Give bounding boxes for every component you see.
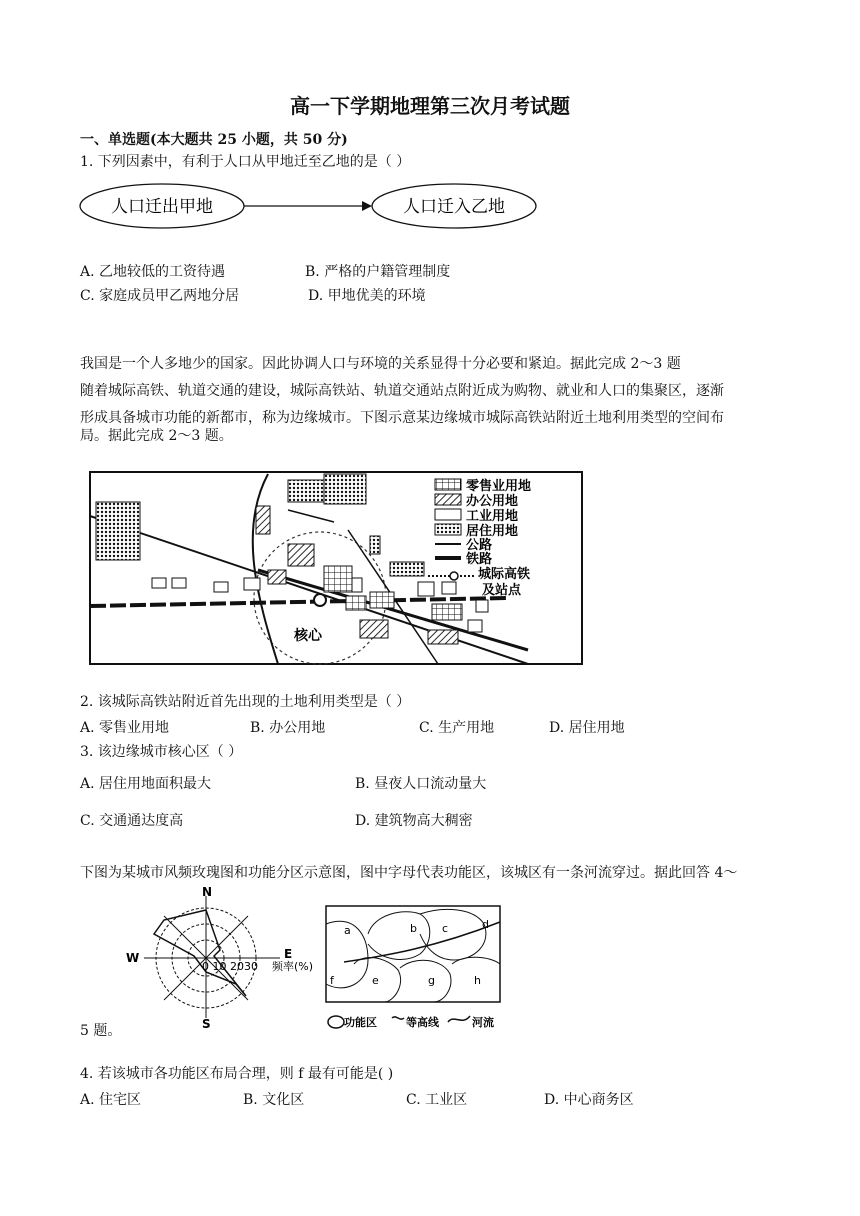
rose-unit-label: 频率(%) xyxy=(272,960,314,973)
station-icon xyxy=(314,594,326,606)
q4-option-d[interactable]: D. 中心商务区 xyxy=(544,1092,634,1108)
zone-label-b: b xyxy=(410,922,417,935)
zone-label-d: d xyxy=(482,918,489,931)
rose-south-label: S xyxy=(202,1017,211,1030)
office-block xyxy=(428,630,458,644)
rose-scale-label: 0 10 2030 xyxy=(202,960,258,973)
legend-contour-label: 等高线 xyxy=(406,1016,439,1029)
passage-2-3-line3: 形成具备城市功能的新都市，称为边缘城市。下图示意某边缘城市城际高铁站附近土地利用类型的空间布 xyxy=(80,410,724,426)
destination-label: 人口迁入乙地 xyxy=(403,197,505,217)
q3-option-b[interactable]: B. 昼夜人口流动量大 xyxy=(355,776,487,792)
industrial-block xyxy=(152,578,166,588)
wind-frequency-shape xyxy=(154,910,246,996)
q4-option-c[interactable]: C. 工业区 xyxy=(406,1092,468,1108)
residential-block xyxy=(390,562,424,576)
industrial-block xyxy=(172,578,186,588)
industrial-block xyxy=(214,582,228,592)
arrow-head-icon xyxy=(362,201,372,211)
origin-label: 人口迁出甲地 xyxy=(111,197,213,217)
retail-block xyxy=(324,566,352,592)
q4-option-b[interactable]: B. 文化区 xyxy=(243,1092,305,1108)
legend-industrial: 工业用地 xyxy=(466,509,519,524)
legend-residential: 居住用地 xyxy=(466,524,519,539)
industrial-block xyxy=(468,620,482,632)
residential-block xyxy=(288,480,324,502)
passage-2-3-line1: 我国是一个人多地少的国家。因此协调人口与环境的关系显得十分必要和紧迫。据此完成 2～3 题 xyxy=(80,356,681,372)
legend-zone-label: 功能区 xyxy=(344,1016,377,1029)
q2-option-c[interactable]: C. 生产用地 xyxy=(419,720,495,736)
zone-label-a: a xyxy=(344,924,351,937)
wind-rose-chart xyxy=(124,886,318,1030)
industrial-block xyxy=(476,600,488,612)
rose-north-label: N xyxy=(202,886,213,899)
residential-block xyxy=(96,502,140,560)
zone-label-f: f xyxy=(330,974,334,987)
legend-station-icon xyxy=(450,572,458,580)
legend-station: 及站点 xyxy=(482,583,522,598)
page-title: 高一下学期地理第三次月考试题 xyxy=(290,94,570,118)
retail-block xyxy=(432,604,462,620)
legend-river-label: 河流 xyxy=(472,1016,494,1029)
passage-2-3-line2: 随着城际高铁、轨道交通的建设，城际高铁站、轨道交通站点附近成为购物、就业和人口的集聚区，逐渐 xyxy=(80,383,724,399)
q2-option-b[interactable]: B. 办公用地 xyxy=(250,720,326,736)
q3-option-a[interactable]: A. 居住用地面积最大 xyxy=(80,776,212,792)
office-block xyxy=(360,620,388,638)
legend-railway: 铁路 xyxy=(466,552,493,567)
q1-stem: 1. 下列因素中，有利于人口从甲地迁至乙地的是（ ） xyxy=(80,154,411,170)
q1-option-c[interactable]: C. 家庭成员甲乙两地分居 xyxy=(80,288,240,304)
q3-option-c[interactable]: C. 交通通达度高 xyxy=(80,813,184,829)
rose-west-label: W xyxy=(126,951,140,965)
passage-4-5-line2: 5 题。 xyxy=(80,1023,122,1039)
rose-east-label: E xyxy=(284,947,293,961)
core-label: 核心 xyxy=(294,628,322,644)
industrial-block xyxy=(442,582,456,594)
migration-diagram xyxy=(78,180,540,232)
q4-option-a[interactable]: A. 住宅区 xyxy=(80,1092,142,1108)
office-block xyxy=(256,506,270,534)
industrial-block xyxy=(244,578,260,590)
passage-2-3-line4: 局。据此完成 2～3 题。 xyxy=(80,428,233,444)
q3-option-d[interactable]: D. 建筑物高大稠密 xyxy=(355,813,473,829)
zone-label-g: g xyxy=(428,974,435,987)
legend-contour-icon xyxy=(392,1017,404,1019)
functional-zone-map xyxy=(324,904,512,1034)
q3-stem: 3. 该边缘城市核心区（ ） xyxy=(80,744,243,760)
q1-option-d[interactable]: D. 甲地优美的环境 xyxy=(308,288,426,304)
zone-label-e: e xyxy=(372,974,379,987)
retail-block xyxy=(346,596,366,610)
q2-stem: 2. 该城际高铁站附近首先出现的土地利用类型是（ ） xyxy=(80,694,411,710)
zone-label-h: h xyxy=(474,974,481,987)
q2-option-d[interactable]: D. 居住用地 xyxy=(549,720,625,736)
legend-office: 办公用地 xyxy=(466,494,519,509)
zone-label-c: c xyxy=(442,922,449,935)
office-block xyxy=(288,544,314,566)
industrial-block xyxy=(418,582,434,596)
q2-option-a[interactable]: A. 零售业用地 xyxy=(80,720,170,736)
legend-hsr: 城际高铁 xyxy=(478,567,531,582)
legend-retail: 零售业用地 xyxy=(466,479,532,494)
legend-river-icon xyxy=(448,1016,470,1022)
q1-option-b[interactable]: B. 严格的户籍管理制度 xyxy=(305,264,451,280)
legend-road: 公路 xyxy=(466,538,493,553)
section-header: 一、单选题(本大题共 25 小题，共 50 分) xyxy=(80,132,348,148)
residential-block xyxy=(324,474,366,504)
passage-4-5-line1: 下图为某城市风频玫瑰图和功能分区示意图，图中字母代表功能区，该城区有一条河流穿过。据此回答 4～ xyxy=(80,865,738,881)
legend-zone-icon xyxy=(328,1016,344,1028)
office-block xyxy=(268,570,286,584)
land-use-map xyxy=(88,470,584,666)
q1-option-a[interactable]: A. 乙地较低的工资待遇 xyxy=(80,264,226,280)
retail-block xyxy=(370,592,394,608)
residential-block xyxy=(370,536,380,554)
q4-stem: 4. 若该城市各功能区布局合理，则 f 最有可能是( ) xyxy=(80,1066,394,1082)
